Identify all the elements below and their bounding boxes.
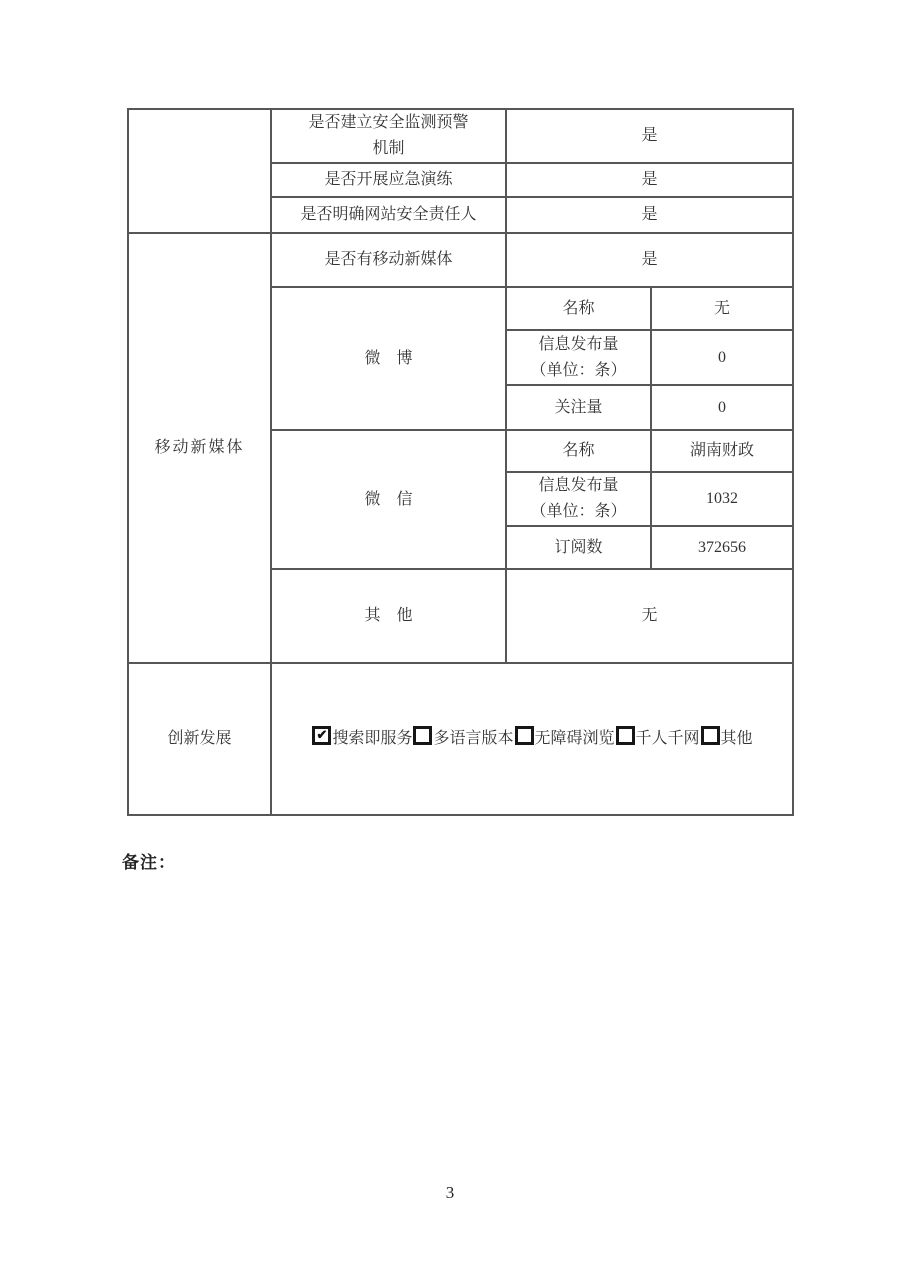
checkbox-unchecked-icon: [515, 726, 534, 745]
stat-value-cell: 无: [651, 287, 793, 330]
checkbox-unchecked-icon: [413, 726, 432, 745]
platform-label-wechat: 微 信: [271, 430, 506, 569]
stat-field-cell: [506, 330, 651, 385]
security-question-cell: [271, 197, 506, 233]
stat-value-cell: 0: [651, 385, 793, 430]
section-label-mobile-media: 移动新媒体: [128, 233, 271, 663]
annual-report-table: [127, 108, 794, 816]
stat-field-text: 名称: [562, 442, 595, 459]
stat-field-text: 信息发布量: [538, 477, 619, 494]
stat-field-cell: [506, 287, 651, 330]
innovation-option-label: 其他: [720, 730, 753, 747]
security-answer-cell: 是: [506, 109, 793, 163]
innovation-option-qianren-qianwang: [615, 730, 700, 747]
has-mobile-media-question-cell: 是否有移动新媒体: [271, 233, 506, 287]
question-text-line2: 机制: [372, 140, 405, 157]
other-value-cell: 无: [506, 569, 793, 663]
innovation-option-label: 无障碍浏览: [534, 730, 615, 747]
platform-label-other: 其 他: [271, 569, 506, 663]
checkbox-checked-icon: ✔: [312, 726, 331, 745]
security-question-cell: [271, 109, 506, 163]
question-text: 是否开展应急演练: [324, 171, 453, 188]
stat-field-cell: [506, 430, 651, 472]
innovation-option-label: 千人千网: [635, 730, 700, 747]
question-text: 是否明确网站安全责任人: [300, 206, 477, 223]
stat-value-cell: 1032: [651, 472, 793, 526]
question-text: 是否建立安全监测预警: [308, 114, 469, 131]
innovation-option-label: 多语言版本: [433, 730, 514, 747]
stat-field-cell: [506, 385, 651, 430]
security-answer-cell: 是: [506, 197, 793, 233]
stat-field-text: 信息发布量: [538, 335, 619, 353]
table-row: [128, 233, 793, 287]
checkbox-unchecked-icon: [616, 726, 635, 745]
innovation-option-other: [700, 730, 753, 747]
stat-field-text: 关注量: [554, 398, 603, 416]
stat-value-cell: 湖南财政: [651, 430, 793, 472]
stat-value-cell: 372656: [651, 526, 793, 569]
innovation-options-cell: [271, 663, 793, 815]
section-label-innovation: 创新发展: [128, 663, 271, 815]
platform-label-weibo: 微 博: [271, 287, 506, 430]
stat-field-text-line2: （单位：条）: [530, 361, 627, 379]
innovation-option-label: 搜索即服务: [332, 730, 413, 747]
stat-field-cell: [506, 472, 651, 526]
innovation-option-search-service: [311, 727, 413, 747]
stat-field-text: 名称: [562, 299, 595, 317]
innovation-option-multilingual: [412, 730, 513, 747]
has-mobile-media-answer-cell: 是: [506, 233, 793, 287]
table-row: [128, 109, 793, 163]
stat-value-cell: 0: [651, 330, 793, 385]
stat-field-cell: [506, 526, 651, 569]
innovation-option-accessibility: [514, 730, 615, 747]
security-question-cell: [271, 163, 506, 197]
stat-field-text: 订阅数: [554, 538, 603, 556]
notes-label: 备注：: [122, 853, 176, 872]
checkbox-unchecked-icon: [701, 726, 720, 745]
table-row: [128, 663, 793, 815]
stat-field-text-line2: （单位：条）: [530, 503, 627, 520]
security-answer-cell: 是: [506, 163, 793, 197]
page-number: 3: [445, 1183, 455, 1202]
empty-section-cell: [128, 109, 271, 233]
